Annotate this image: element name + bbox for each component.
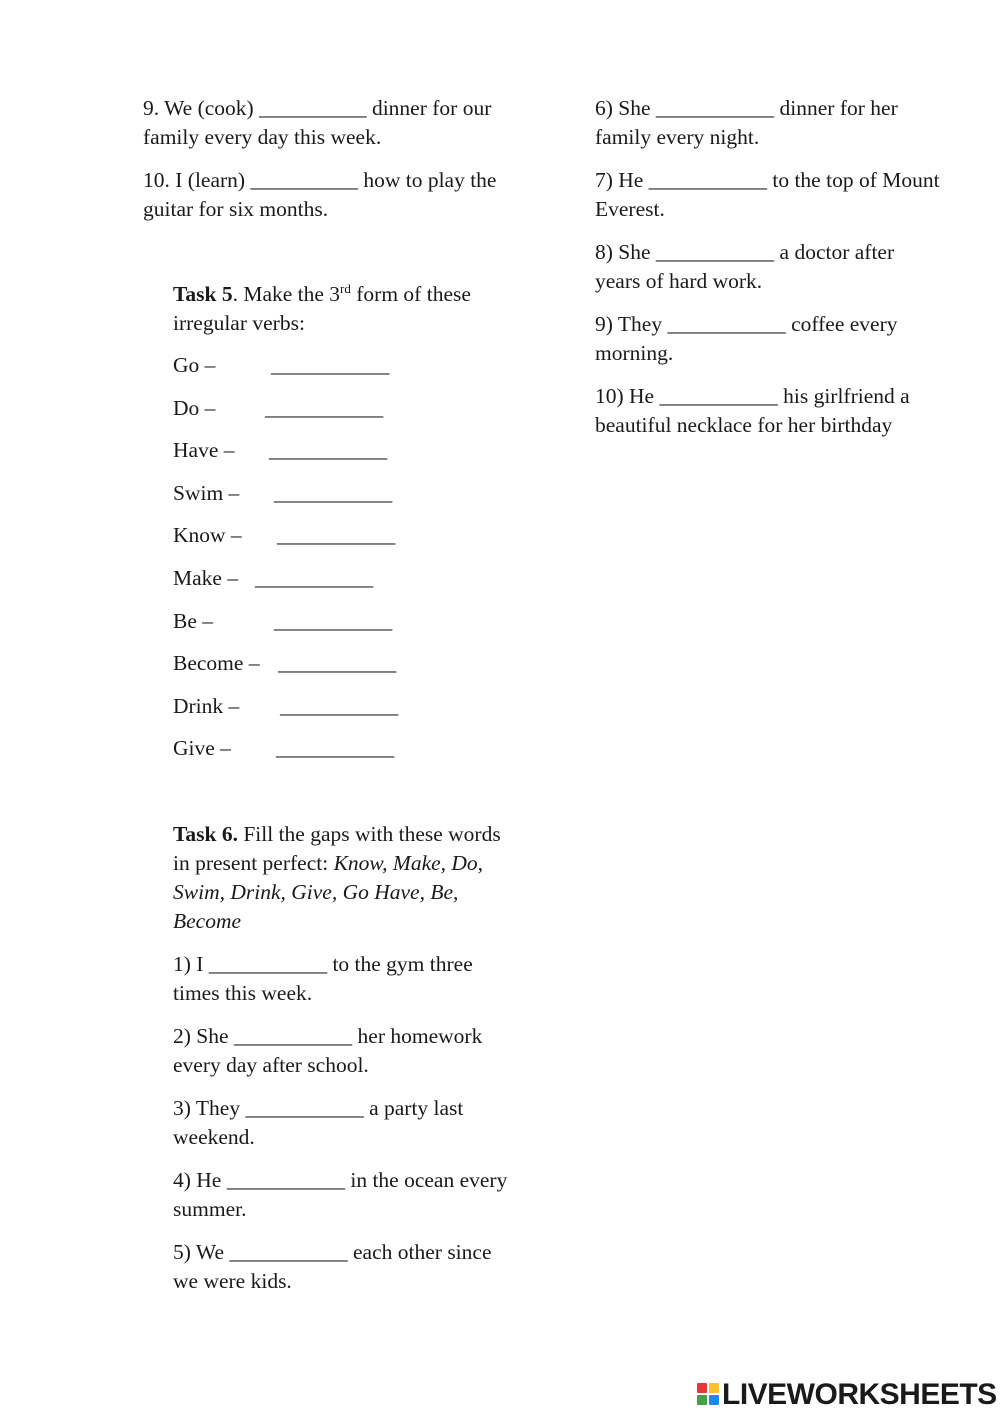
right-column-questions	[595, 94, 940, 454]
answer-blank[interactable]: ___________	[274, 480, 393, 505]
liveworksheets-logo-icon	[697, 1381, 719, 1407]
task-6-word-list: Know, Make, Do, Swim, Drink, Give, Go Have, Be, Become	[173, 851, 484, 933]
answer-blank[interactable]: ___________	[255, 565, 374, 590]
answer-blank[interactable]: ___________	[277, 523, 396, 548]
verb-row: Become – ___________	[173, 649, 518, 678]
task-6-item-3: 3) They ___________ a party last weekend.	[173, 1096, 464, 1149]
task-6-item-10: 10) He ___________ his girlfriend a beautiful necklace for her birthday	[595, 384, 910, 437]
answer-blank[interactable]: ___________	[276, 736, 395, 761]
task-6-item-2: 2) She ___________ her homework every day after school.	[173, 1024, 483, 1077]
task-6-item-1: 1) I ___________ to the gym three times this week.	[173, 952, 473, 1005]
verb-row: Make – ___________	[173, 564, 518, 593]
verb-row: Do – ___________	[173, 394, 518, 423]
task-5	[173, 280, 518, 777]
task-5-heading: Task 5. Make the 3rd form of these irregular verbs:	[173, 280, 471, 335]
task-6-item-6: 6) She ___________ dinner for her family every night.	[595, 96, 898, 149]
verb-row: Know – ___________	[173, 521, 518, 550]
logo-text: LIVEWORKSHEETS	[722, 1377, 997, 1411]
task-6-item-8: 8) She ___________ a doctor after years of hard work.	[595, 240, 895, 293]
task-6-item-4: 4) He ___________ in the ocean every summer.	[173, 1168, 508, 1221]
question-9: 9. We (cook) __________ dinner for our family every day this week.	[143, 96, 492, 149]
verb-row: Swim – ___________	[173, 479, 518, 508]
task-6	[173, 820, 518, 1310]
task-6-item-9: 9) They ___________ coffee every morning.	[595, 312, 898, 365]
verb-row: Go – ___________	[173, 351, 518, 380]
answer-blank[interactable]: ___________	[269, 438, 388, 463]
task-6-heading: Task 6. Fill the gaps with these words in present perfect: Know, Make, Do, Swim, Drink, Give, Go Have, Be, Become	[173, 822, 501, 933]
verb-row: Drink – ___________	[173, 692, 518, 721]
answer-blank[interactable]: ___________	[274, 608, 393, 633]
liveworksheets-logo[interactable]	[697, 1376, 997, 1412]
answer-blank[interactable]: ___________	[271, 353, 390, 377]
verb-row: Have – ___________	[173, 436, 518, 465]
task-6-item-5: 5) We ___________ each other since we were kids.	[173, 1240, 492, 1293]
answer-blank[interactable]: ___________	[280, 693, 399, 718]
answer-blank[interactable]: ___________	[265, 395, 384, 420]
question-10: 10. I (learn) __________ how to play the guitar for six months.	[143, 168, 497, 221]
verb-row: Be – ___________	[173, 607, 518, 636]
task-6-item-7: 7) He ___________ to the top of Mount Everest.	[595, 168, 940, 221]
left-top-questions	[143, 94, 523, 238]
verb-row: Give – ___________	[173, 734, 518, 763]
task-6-label: Task 6.	[173, 822, 238, 846]
answer-blank[interactable]: ___________	[278, 651, 397, 676]
task-5-label: Task 5	[173, 282, 233, 306]
